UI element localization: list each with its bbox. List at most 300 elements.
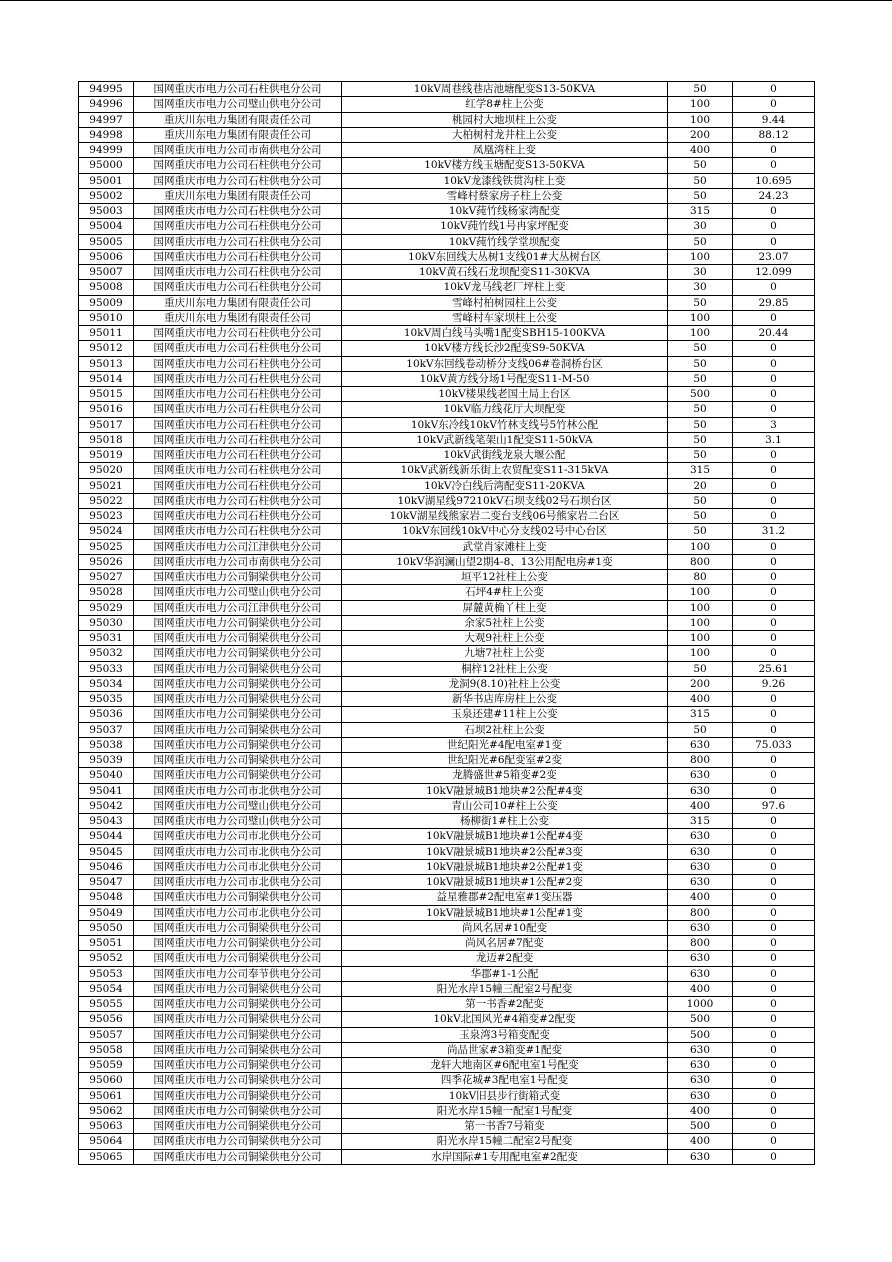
value-cell: 0 <box>733 1042 815 1057</box>
table-row <box>79 402 815 417</box>
company-cell: 重庆川东电力集团有限责任公司 <box>134 112 342 127</box>
value-cell: 0 <box>733 707 815 722</box>
table-row <box>79 280 815 295</box>
transformer-name-cell: 10kV莼竹线杨家湾配变 <box>342 204 668 219</box>
table-row <box>79 204 815 219</box>
row-id-cell: 95035 <box>79 692 134 707</box>
row-id-cell: 95063 <box>79 1119 134 1134</box>
transformer-name-cell: 10kV融景城B1地块#2公配#3变 <box>342 844 668 859</box>
table-row <box>79 173 815 188</box>
table-row <box>79 753 815 768</box>
company-cell: 国网重庆市电力公司铜梁供电分公司 <box>134 692 342 707</box>
row-id-cell: 95024 <box>79 524 134 539</box>
company-cell: 国网重庆市电力公司铜梁供电分公司 <box>134 768 342 783</box>
row-id-cell: 95025 <box>79 539 134 554</box>
row-id-cell: 95042 <box>79 798 134 813</box>
capacity-cell: 630 <box>668 829 733 844</box>
capacity-cell: 80 <box>668 570 733 585</box>
value-cell: 12.099 <box>733 265 815 280</box>
table-row <box>79 890 815 905</box>
company-cell: 重庆川东电力集团有限责任公司 <box>134 188 342 203</box>
row-id-cell: 95029 <box>79 600 134 615</box>
transformer-name-cell: 10kV周巷线巷店池塘配变S13-50KVA <box>342 82 668 97</box>
capacity-cell: 50 <box>668 356 733 371</box>
transformer-name-cell: 10kV东冷线10kV竹林支线号5竹林公配 <box>342 417 668 432</box>
transformer-name-cell: 雪峰村柏树园柱上公变 <box>342 295 668 310</box>
company-cell: 国网重庆市电力公司市南供电分公司 <box>134 554 342 569</box>
transformer-name-cell: 10kV临力线花厅大坝配变 <box>342 402 668 417</box>
value-cell: 0 <box>733 631 815 646</box>
value-cell: 0 <box>733 143 815 158</box>
value-cell: 0 <box>733 371 815 386</box>
company-cell: 国网重庆市电力公司石柱供电分公司 <box>134 280 342 295</box>
row-id-cell: 94997 <box>79 112 134 127</box>
value-cell: 0 <box>733 920 815 935</box>
table-row <box>79 234 815 249</box>
transformer-name-cell: 第一书香#2配变 <box>342 997 668 1012</box>
capacity-cell: 315 <box>668 707 733 722</box>
capacity-cell: 50 <box>668 417 733 432</box>
value-cell: 0 <box>733 997 815 1012</box>
capacity-cell: 50 <box>668 158 733 173</box>
transformer-name-cell: 阳光水岸15幢一配室1号配变 <box>342 1103 668 1118</box>
transformer-name-cell: 尚品世家#3箱变#1配变 <box>342 1042 668 1057</box>
row-id-cell: 95022 <box>79 493 134 508</box>
capacity-cell: 100 <box>668 112 733 127</box>
capacity-cell: 630 <box>668 737 733 752</box>
value-cell: 0 <box>733 448 815 463</box>
value-cell: 0 <box>733 310 815 325</box>
row-id-cell: 95018 <box>79 432 134 447</box>
row-id-cell: 95027 <box>79 570 134 585</box>
row-id-cell: 95006 <box>79 249 134 264</box>
company-cell: 国网重庆市电力公司铜梁供电分公司 <box>134 1012 342 1027</box>
table-row <box>79 478 815 493</box>
row-id-cell: 95033 <box>79 661 134 676</box>
capacity-cell: 630 <box>668 951 733 966</box>
capacity-cell: 500 <box>668 1027 733 1042</box>
capacity-cell: 400 <box>668 1134 733 1149</box>
transformer-name-cell: 玉泉湾3号箱变配变 <box>342 1027 668 1042</box>
company-cell: 重庆川东电力集团有限责任公司 <box>134 295 342 310</box>
row-id-cell: 95017 <box>79 417 134 432</box>
row-id-cell: 95041 <box>79 783 134 798</box>
row-id-cell: 95015 <box>79 387 134 402</box>
transformer-name-cell: 大观9社柱上公变 <box>342 631 668 646</box>
table-row <box>79 143 815 158</box>
company-cell: 国网重庆市电力公司石柱供电分公司 <box>134 371 342 386</box>
transformer-name-cell: 华郡#1-1公配 <box>342 966 668 981</box>
value-cell: 0 <box>733 1103 815 1118</box>
company-cell: 国网重庆市电力公司铜梁供电分公司 <box>134 631 342 646</box>
row-id-cell: 95007 <box>79 265 134 280</box>
table-row <box>79 936 815 951</box>
table-row <box>79 966 815 981</box>
company-cell: 国网重庆市电力公司铜梁供电分公司 <box>134 1042 342 1057</box>
capacity-cell: 400 <box>668 143 733 158</box>
table-row <box>79 600 815 615</box>
value-cell: 75.033 <box>733 737 815 752</box>
transformer-name-cell: 10kV黄石线石龙坝配变S11-30KVA <box>342 265 668 280</box>
value-cell: 3.1 <box>733 432 815 447</box>
capacity-cell: 100 <box>668 539 733 554</box>
company-cell: 国网重庆市电力公司铜梁供电分公司 <box>134 1119 342 1134</box>
table-row <box>79 798 815 813</box>
capacity-cell: 400 <box>668 981 733 996</box>
company-cell: 国网重庆市电力公司石柱供电分公司 <box>134 158 342 173</box>
transformer-name-cell: 10kV武新线新乐街上农贸配变S11-315kVA <box>342 463 668 478</box>
row-id-cell: 95038 <box>79 737 134 752</box>
row-id-cell: 95065 <box>79 1149 134 1164</box>
capacity-cell: 50 <box>668 341 733 356</box>
transformer-name-cell: 10kV冷白线后湾配变S11-20KVA <box>342 478 668 493</box>
row-id-cell: 95052 <box>79 951 134 966</box>
transformer-name-cell: 10kV融景城B1地块#2公配#1变 <box>342 859 668 874</box>
capacity-cell: 100 <box>668 326 733 341</box>
transformer-name-cell: 10kV周白线马头嘴1配变SBH15-100KVA <box>342 326 668 341</box>
transformer-name-cell: 武堂肖家滩柱上变 <box>342 539 668 554</box>
capacity-cell: 500 <box>668 1119 733 1134</box>
capacity-cell: 50 <box>668 524 733 539</box>
table-row <box>79 875 815 890</box>
company-cell: 国网重庆市电力公司石柱供电分公司 <box>134 448 342 463</box>
table-row <box>79 1103 815 1118</box>
table-row <box>79 509 815 524</box>
company-cell: 国网重庆市电力公司铜梁供电分公司 <box>134 936 342 951</box>
transformer-name-cell: 大柏树村龙井柱上公变 <box>342 127 668 142</box>
company-cell: 国网重庆市电力公司石柱供电分公司 <box>134 524 342 539</box>
table-row <box>79 97 815 112</box>
value-cell: 0 <box>733 600 815 615</box>
row-id-cell: 95016 <box>79 402 134 417</box>
company-cell: 国网重庆市电力公司江津供电分公司 <box>134 539 342 554</box>
company-cell: 国网重庆市电力公司石柱供电分公司 <box>134 387 342 402</box>
value-cell: 0 <box>733 204 815 219</box>
row-id-cell: 95032 <box>79 646 134 661</box>
transformer-name-cell: 10kV东回线10kV中心分支线02号中心台区 <box>342 524 668 539</box>
table-row <box>79 737 815 752</box>
capacity-cell: 50 <box>668 402 733 417</box>
company-cell: 国网重庆市电力公司江津供电分公司 <box>134 600 342 615</box>
company-cell: 国网重庆市电力公司铜梁供电分公司 <box>134 737 342 752</box>
company-cell: 国网重庆市电力公司璧山供电分公司 <box>134 97 342 112</box>
table-row <box>79 1119 815 1134</box>
transformer-name-cell: 垣平12社柱上公变 <box>342 570 668 585</box>
transformer-name-cell: 益星雅郡#2配电室#1变压器 <box>342 890 668 905</box>
transformer-name-cell: 10kV武新线笔架山1配变S11-50kVA <box>342 432 668 447</box>
capacity-cell: 400 <box>668 692 733 707</box>
page-top-rule <box>0 0 892 1</box>
value-cell: 10.695 <box>733 173 815 188</box>
company-cell: 国网重庆市电力公司铜梁供电分公司 <box>134 890 342 905</box>
row-id-cell: 95056 <box>79 1012 134 1027</box>
capacity-cell: 100 <box>668 249 733 264</box>
table-row <box>79 707 815 722</box>
transformer-name-cell: 10kV湖星线熊家岩二变台支线06号熊家岩二台区 <box>342 509 668 524</box>
value-cell: 0 <box>733 844 815 859</box>
transformer-name-cell: 龙迈#2配变 <box>342 951 668 966</box>
company-cell: 国网重庆市电力公司铜梁供电分公司 <box>134 1134 342 1149</box>
company-cell: 国网重庆市电力公司铜梁供电分公司 <box>134 753 342 768</box>
transformer-name-cell: 10kV武街线龙泉大堰公配 <box>342 448 668 463</box>
table-row <box>79 1012 815 1027</box>
row-id-cell: 95061 <box>79 1088 134 1103</box>
value-cell: 0 <box>733 1012 815 1027</box>
transformer-name-cell: 杨柳街1#柱上公变 <box>342 814 668 829</box>
table-row <box>79 524 815 539</box>
capacity-cell: 100 <box>668 310 733 325</box>
company-cell: 国网重庆市电力公司市北供电分公司 <box>134 875 342 890</box>
value-cell: 0 <box>733 585 815 600</box>
value-cell: 0 <box>733 1058 815 1073</box>
value-cell: 0 <box>733 692 815 707</box>
transformer-name-cell: 余家5社柱上公变 <box>342 615 668 630</box>
value-cell: 31.2 <box>733 524 815 539</box>
transformer-name-cell: 龙腾盛世#5箱变#2变 <box>342 768 668 783</box>
row-id-cell: 95040 <box>79 768 134 783</box>
capacity-cell: 500 <box>668 387 733 402</box>
company-cell: 国网重庆市电力公司奉节供电分公司 <box>134 966 342 981</box>
company-cell: 国网重庆市电力公司石柱供电分公司 <box>134 402 342 417</box>
transformer-name-cell: 10kV华润澜山望2期4-8、13公用配电房#1变 <box>342 554 668 569</box>
row-id-cell: 95031 <box>79 631 134 646</box>
row-id-cell: 95043 <box>79 814 134 829</box>
transformer-name-cell: 桃园村大地坝柱上公变 <box>342 112 668 127</box>
company-cell: 国网重庆市电力公司铜梁供电分公司 <box>134 1088 342 1103</box>
capacity-cell: 500 <box>668 1012 733 1027</box>
value-cell: 0 <box>733 1119 815 1134</box>
row-id-cell: 94999 <box>79 143 134 158</box>
table-row <box>79 981 815 996</box>
capacity-cell: 30 <box>668 219 733 234</box>
transformer-name-cell: 玉泉还建#11柱上公变 <box>342 707 668 722</box>
row-id-cell: 94995 <box>79 82 134 97</box>
capacity-cell: 400 <box>668 1103 733 1118</box>
capacity-cell: 315 <box>668 204 733 219</box>
capacity-cell: 1000 <box>668 997 733 1012</box>
capacity-cell: 315 <box>668 814 733 829</box>
row-id-cell: 95037 <box>79 722 134 737</box>
transformer-name-cell: 10kV莼竹线学堂坝配变 <box>342 234 668 249</box>
value-cell: 0 <box>733 890 815 905</box>
table-row <box>79 295 815 310</box>
value-cell: 0 <box>733 509 815 524</box>
company-cell: 国网重庆市电力公司铜梁供电分公司 <box>134 646 342 661</box>
table-row <box>79 265 815 280</box>
value-cell: 0 <box>733 341 815 356</box>
value-cell: 3 <box>733 417 815 432</box>
company-cell: 国网重庆市电力公司石柱供电分公司 <box>134 326 342 341</box>
table-row <box>79 829 815 844</box>
value-cell: 0 <box>733 234 815 249</box>
capacity-cell: 50 <box>668 234 733 249</box>
row-id-cell: 95021 <box>79 478 134 493</box>
row-id-cell: 95058 <box>79 1042 134 1057</box>
row-id-cell: 95054 <box>79 981 134 996</box>
capacity-cell: 50 <box>668 722 733 737</box>
table-row <box>79 859 815 874</box>
company-cell: 国网重庆市电力公司石柱供电分公司 <box>134 417 342 432</box>
capacity-cell: 50 <box>668 432 733 447</box>
value-cell: 0 <box>733 570 815 585</box>
transformer-name-cell: 10kV楼方线长沙2配变S9-50KVA <box>342 341 668 356</box>
transformer-name-cell: 世纪阳光#6配变室#2变 <box>342 753 668 768</box>
value-cell: 0 <box>733 402 815 417</box>
company-cell: 国网重庆市电力公司石柱供电分公司 <box>134 249 342 264</box>
company-cell: 国网重庆市电力公司市北供电分公司 <box>134 859 342 874</box>
company-cell: 国网重庆市电力公司石柱供电分公司 <box>134 219 342 234</box>
transformer-name-cell: 红学8#柱上公变 <box>342 97 668 112</box>
table-row <box>79 387 815 402</box>
company-cell: 国网重庆市电力公司市北供电分公司 <box>134 905 342 920</box>
company-cell: 国网重庆市电力公司铜梁供电分公司 <box>134 981 342 996</box>
table-row <box>79 463 815 478</box>
transformer-name-cell: 10kV黄方线分场1号配变S11-M-50 <box>342 371 668 386</box>
company-cell: 国网重庆市电力公司铜梁供电分公司 <box>134 615 342 630</box>
value-cell: 0 <box>733 951 815 966</box>
row-id-cell: 95000 <box>79 158 134 173</box>
table-row <box>79 1027 815 1042</box>
capacity-cell: 50 <box>668 509 733 524</box>
row-id-cell: 95013 <box>79 356 134 371</box>
transformer-name-cell: 10kV东回线大丛树1支线01#大丛树台区 <box>342 249 668 264</box>
table-row <box>79 646 815 661</box>
row-id-cell: 95009 <box>79 295 134 310</box>
capacity-cell: 100 <box>668 615 733 630</box>
table-row <box>79 1073 815 1088</box>
capacity-cell: 630 <box>668 1073 733 1088</box>
transformer-name-cell: 10kV融景城B1地块#1公配#4变 <box>342 829 668 844</box>
table-row <box>79 1134 815 1149</box>
row-id-cell: 95046 <box>79 859 134 874</box>
transformer-name-cell: 尚风名居#10配变 <box>342 920 668 935</box>
company-cell: 国网重庆市电力公司铜梁供电分公司 <box>134 676 342 691</box>
company-cell: 国网重庆市电力公司石柱供电分公司 <box>134 173 342 188</box>
row-id-cell: 95010 <box>79 310 134 325</box>
transformer-name-cell: 四季花城#3配电室1号配变 <box>342 1073 668 1088</box>
transformer-name-cell: 10kV湖星线97210kV石坝支线02号石坝台区 <box>342 493 668 508</box>
value-cell: 88.12 <box>733 127 815 142</box>
transformer-name-cell: 世纪阳光#4配电室#1变 <box>342 737 668 752</box>
transformer-name-cell: 10kV融景城B1地块#1公配#2变 <box>342 875 668 890</box>
company-cell: 国网重庆市电力公司铜梁供电分公司 <box>134 1027 342 1042</box>
value-cell: 0 <box>733 356 815 371</box>
transformer-name-cell: 凤凰湾柱上变 <box>342 143 668 158</box>
company-cell: 国网重庆市电力公司石柱供电分公司 <box>134 204 342 219</box>
transformer-name-cell: 10kV东回线卷动桥分支线06#卷洞桥台区 <box>342 356 668 371</box>
transformer-table <box>78 81 815 1165</box>
transformer-name-cell: 九塘7社柱上公变 <box>342 646 668 661</box>
transformer-name-cell: 青山公司10#柱上公变 <box>342 798 668 813</box>
capacity-cell: 630 <box>668 966 733 981</box>
table-row <box>79 310 815 325</box>
company-cell: 国网重庆市电力公司市北供电分公司 <box>134 783 342 798</box>
company-cell: 国网重庆市电力公司市北供电分公司 <box>134 844 342 859</box>
value-cell: 24.23 <box>733 188 815 203</box>
row-id-cell: 95001 <box>79 173 134 188</box>
table-row <box>79 112 815 127</box>
capacity-cell: 50 <box>668 82 733 97</box>
row-id-cell: 95059 <box>79 1058 134 1073</box>
value-cell: 0 <box>733 1149 815 1164</box>
capacity-cell: 630 <box>668 859 733 874</box>
value-cell: 0 <box>733 478 815 493</box>
table-row <box>79 951 815 966</box>
value-cell: 0 <box>733 981 815 996</box>
table-row <box>79 631 815 646</box>
row-id-cell: 95004 <box>79 219 134 234</box>
value-cell: 0 <box>733 387 815 402</box>
capacity-cell: 800 <box>668 753 733 768</box>
capacity-cell: 630 <box>668 1042 733 1057</box>
table-row <box>79 1088 815 1103</box>
transformer-name-cell: 尚风名居#7配变 <box>342 936 668 951</box>
row-id-cell: 95062 <box>79 1103 134 1118</box>
company-cell: 国网重庆市电力公司铜梁供电分公司 <box>134 1058 342 1073</box>
table-row <box>79 493 815 508</box>
row-id-cell: 95055 <box>79 997 134 1012</box>
value-cell: 0 <box>733 219 815 234</box>
table-row <box>79 1042 815 1057</box>
value-cell: 0 <box>733 936 815 951</box>
capacity-cell: 315 <box>668 463 733 478</box>
capacity-cell: 630 <box>668 783 733 798</box>
value-cell: 0 <box>733 646 815 661</box>
capacity-cell: 200 <box>668 676 733 691</box>
transformer-name-cell: 屏麓黄桷丫柱上变 <box>342 600 668 615</box>
value-cell: 9.44 <box>733 112 815 127</box>
table-row <box>79 417 815 432</box>
row-id-cell: 95011 <box>79 326 134 341</box>
row-id-cell: 95051 <box>79 936 134 951</box>
company-cell: 国网重庆市电力公司石柱供电分公司 <box>134 341 342 356</box>
value-cell: 0 <box>733 905 815 920</box>
company-cell: 国网重庆市电力公司铜梁供电分公司 <box>134 1073 342 1088</box>
transformer-name-cell: 桐梓12社柱上公变 <box>342 661 668 676</box>
company-cell: 国网重庆市电力公司铜梁供电分公司 <box>134 707 342 722</box>
table-row <box>79 661 815 676</box>
row-id-cell: 95050 <box>79 920 134 935</box>
capacity-cell: 50 <box>668 448 733 463</box>
table-row <box>79 158 815 173</box>
transformer-name-cell: 龙轩大地南区#6配电室1号配变 <box>342 1058 668 1073</box>
table-row <box>79 570 815 585</box>
table-row <box>79 371 815 386</box>
table-row <box>79 692 815 707</box>
transformer-name-cell: 阳光水岸15幢三配室2号配变 <box>342 981 668 996</box>
capacity-cell: 630 <box>668 1149 733 1164</box>
table-row <box>79 585 815 600</box>
capacity-cell: 30 <box>668 265 733 280</box>
transformer-name-cell: 新华书店库房柱上公变 <box>342 692 668 707</box>
company-cell: 国网重庆市电力公司石柱供电分公司 <box>134 82 342 97</box>
company-cell: 国网重庆市电力公司石柱供电分公司 <box>134 432 342 447</box>
company-cell: 国网重庆市电力公司市南供电分公司 <box>134 143 342 158</box>
transformer-name-cell: 石坪4#柱上公变 <box>342 585 668 600</box>
row-id-cell: 95048 <box>79 890 134 905</box>
company-cell: 重庆川东电力集团有限责任公司 <box>134 127 342 142</box>
row-id-cell: 95005 <box>79 234 134 249</box>
row-id-cell: 95019 <box>79 448 134 463</box>
value-cell: 0 <box>733 463 815 478</box>
company-cell: 国网重庆市电力公司璧山供电分公司 <box>134 585 342 600</box>
row-id-cell: 95049 <box>79 905 134 920</box>
table-row <box>79 326 815 341</box>
company-cell: 重庆川东电力集团有限责任公司 <box>134 310 342 325</box>
capacity-cell: 800 <box>668 905 733 920</box>
value-cell: 0 <box>733 966 815 981</box>
capacity-cell: 400 <box>668 890 733 905</box>
